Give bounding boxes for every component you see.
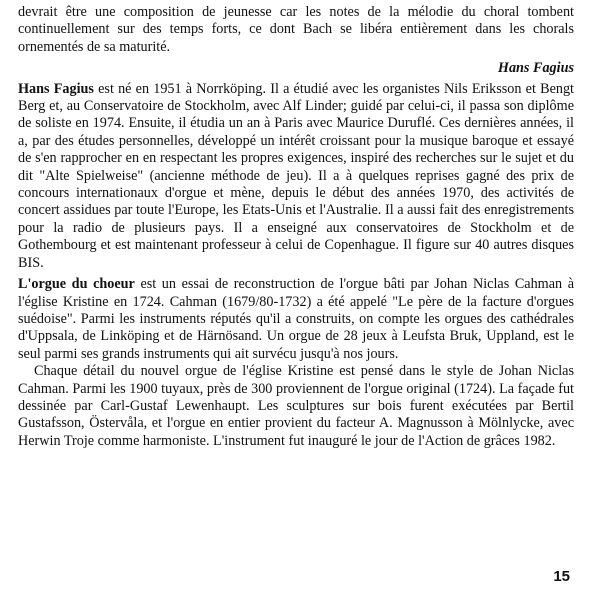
organ-paragraph bbox=[18, 276, 574, 363]
organ-lead: L'orgue du choeur bbox=[18, 276, 135, 293]
bio-lead: Hans Fagius bbox=[18, 80, 94, 97]
document-page bbox=[18, 4, 574, 450]
bio-paragraph bbox=[18, 81, 574, 272]
page-number: 15 bbox=[553, 568, 570, 585]
detail-paragraph: Chaque détail du nouvel orgue de l'église Kristine est pensé dans le style de Johan Niclas Cahman. Parmi les 1900 tuyaux, près de 300 proviennent de l'orgue original (1724). La façade fut dessinée par Carl-Gustaf Lewenhaupt. Les sculptures sur bois furent exécutées par Bertil Gustafsson, Östervåla, et l'orgue en entier provient du facteur A. Magnusson à Mölnlycke, avec Herwin Troje comme harmoniste. L'instrument fut inauguré le jour de l'Action de grâces 1982. bbox=[18, 363, 574, 449]
intro-paragraph: devrait être une composition de jeunesse car les notes de la mélodie du choral tombent continuellement sur des temps forts, ce dont Bach se libéra entièrement dans les chorals ornementés de sa maturité. bbox=[18, 4, 574, 55]
organ-text: est un essai de reconstruction de l'orgue bâti par Johan Niclas Cahman à l'église Kristine en 1724. Cahman (1679/80-1732) a été appelé "Le père de la facture d'orgues suédoise". Parmi les instruments réputés qu'il a construits, on compte les orgues des cathédrales d'Uppsala, de Linköping et de Härnösand. Un orgue de 28 jeux à Leufsta Bruk, Uppland, est le seul parmi ses grands instruments qui ait survécu jusqu'à nos jours. bbox=[18, 276, 575, 362]
author-signature: Hans Fagius bbox=[497, 60, 574, 77]
bio-text: est né en 1951 à Norrköping. Il a étudié avec les organistes Nils Eriksson et Bengt Berg et, au Conservatoire de Stockholm, avec Alf Linder; guidé par celui-ci, il passa son diplôme de soliste en 1974. Ensuite, il étudia un an à Paris avec Maurice Duruflé. Ces dernières années, il a, par des études personnelles, développé un intérêt croissant pour la musique baroque et essayé de s'en rapprocher en en respectant les propres exigences, inspiré des recherches sur le sujet et du dit "Alte Spielweise" (ancienne méthode de jeu). Il a à quelques reprises gagné des prix de concours internationaux d'orgue et mène, depuis le début des années 1970, des activités de concert assidues par toute l'Europe, les Etats-Unis et l'Australie. Il a aussi fait des enregistrements pour la radio de plusieurs pays. Il a enseigné aux conservatoires de Stockholm et de Gothembourg et est maintenant professeur à celui de Copenhague. Il figure sur 40 autres disques BIS. bbox=[18, 80, 574, 271]
